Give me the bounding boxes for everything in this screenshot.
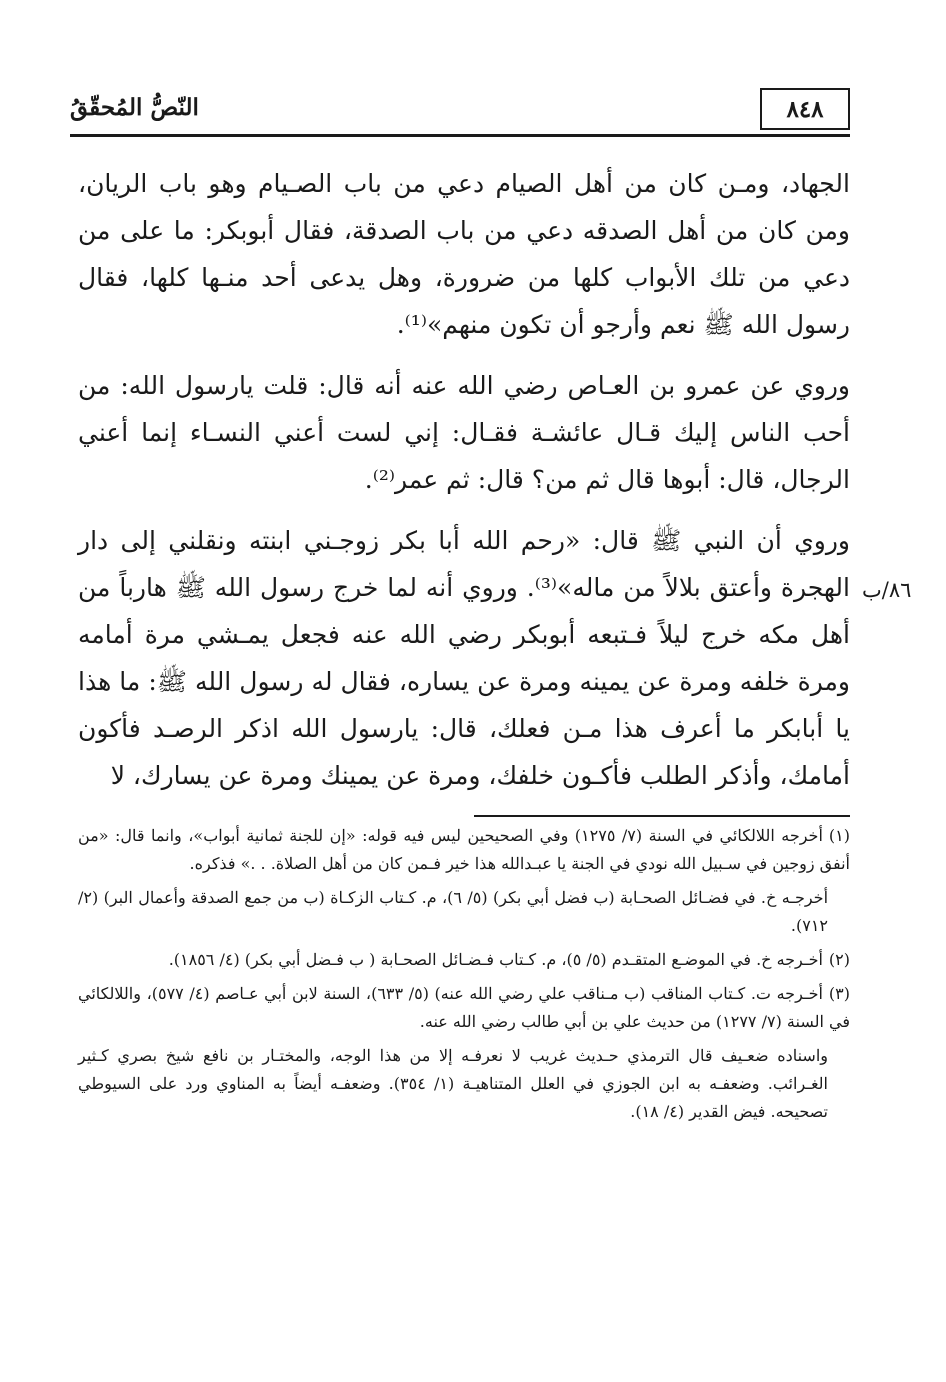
- running-title: النّصُّ المُحقّقُ: [70, 94, 199, 121]
- footnote-3-continued: [78, 1042, 850, 1126]
- footnote-text: أخرجه اللالكائي في السنة (٧/ ١٢٧٥) وفي الصحيحين ليس فيه قوله: «إن للجنة ثمانية أبواب»، وانما قال: «من أنفق زوجين في سـبيل الله نودي في الجنة يا عبـدالله هذا خير فـمن كان من أهل الصلاة. . .» فذكره.: [78, 826, 850, 873]
- footnote-number: (١): [828, 826, 850, 845]
- paragraph-1: الجهاد، ومـن كان من أهل الصيام دعي من باب الصـيام وهو باب الريان، ومن كان من أهل الصدقه دعي من باب الصدقة، فقال أبوبكر: ما على من دعي من تلك الأبواب كلها من ضرورة، وهل يدعى أحد منـها كلها، فقال رسول الله ﷺ نعم وأرجو أن تكون منهم»⁽¹⁾.: [78, 169, 850, 339]
- footnotes: [78, 822, 850, 1132]
- main-text: [78, 160, 850, 813]
- paragraph-2: وروي عن عمرو بن العـاص رضي الله عنه أنه قال: قلت يارسول الله: من أحب الناس إليك قـال عائشـة فقـال: إني لست أعني النسـاء إنما أعني الرجال، قال: أبوها قال ثم من؟ قال: ثم عمر⁽²⁾.: [78, 371, 850, 494]
- footnote-text: واسناده ضعـيف قال الترمذي حـديث غريب لا نعرفـه إلا من هذا الوجه، والمختـار بن نافع شيخ بصري كـثير الغـرائب. وضعفـه به ابن الجوزي في العلل المتناهيـة (١/ ٣٥٤). وضعفـه أيضاً به المناوي ورد على السيوطي تصحيحه. فيض القدير (٤/ ١٨).: [78, 1046, 828, 1121]
- margin-folio-note: ٨٦/ب: [862, 578, 912, 602]
- page-header: [70, 78, 850, 148]
- footnote-text: أخـرجه ت. كـتاب المناقب (ب مـناقب علي رضي الله عنه) (٥/ ٦٣٣)، السنة لابن أبي عـاصم (٤/ ٥٧٧)، واللالكائي في السنة (٧/ ١٢٧٧) من حديث علي بن أبي طالب رضي الله عنه.: [78, 984, 850, 1031]
- footnote-2: [78, 946, 850, 974]
- header-rule: [70, 134, 850, 137]
- footnote-number: (٢): [828, 950, 850, 969]
- footnote-1: [78, 822, 850, 878]
- footnote-rule: [474, 815, 850, 817]
- footnote-3: [78, 980, 850, 1036]
- paragraph-3: وروي أن النبي ﷺ قال: «رحم الله أبا بكر زوجـني ابنته ونقلني إلى دار الهجرة وأعتق بلالاً من ماله»⁽³⁾. وروي أنه لما خرج رسول الله ﷺ هارباً من أهل مكه خرج ليلاً فـتبعه أبوبكر رضي الله عنه فجعل يمـشي مرة أمامه ومرة خلفه ومرة عن يمينه ومرة عن يساره، فقال له رسول الله ﷺ: ما هذا يا أبابكر ما أعرف هذا مـن فعلك، قال: يارسول الله اذكر الرصـد فأكون أمامك، وأذكر الطلب فأكـون خلفك، ومرة عن يمينك ومرة عن يسارك، لا: [78, 526, 850, 790]
- footnote-number: (٣): [828, 984, 851, 1003]
- footnote-text: أخرجـه خ. في فضـائل الصحـابة (ب فضل أبي بكر) (٥/ ٦)، م. كـتاب الزكـاة (ب من جمع الصدقة وأعمال البر) (٢/ ٧١٢).: [78, 888, 829, 935]
- footnote-1-continued: [78, 884, 850, 940]
- footnote-text: أخـرجه خ. في الموضـع المتقـدم (٥/ ٥)، م. كـتاب فـضـائل الصحـابة ( ب فـضل أبي بكر) (٤/ ١٨٥٦).: [168, 950, 823, 969]
- page-number: ٨٤٨: [760, 88, 850, 130]
